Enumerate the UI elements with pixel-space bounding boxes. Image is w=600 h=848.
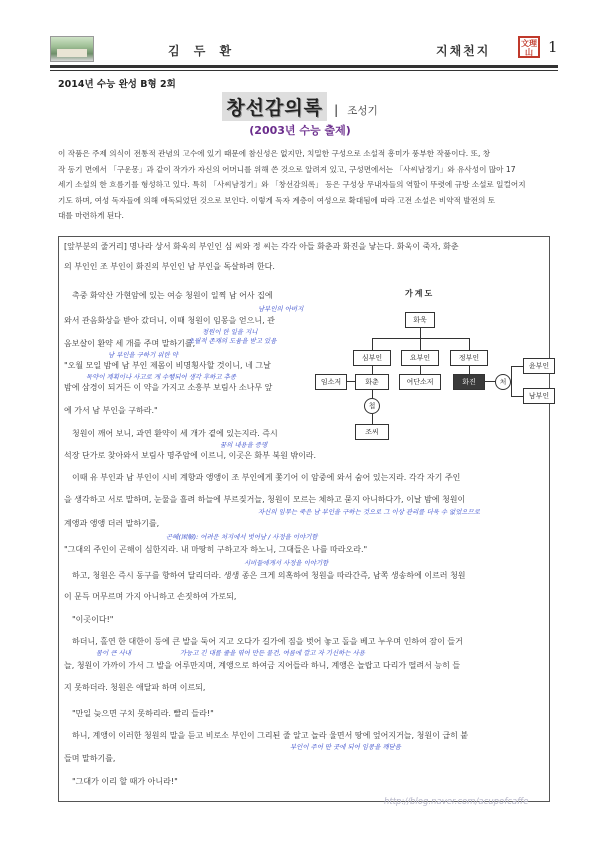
passage-line: 밤에 삼경이 되거든 이 약을 가지고 소흥부 보림사 소나무 앞 xyxy=(64,383,273,392)
passage-line: 에 가서 남 부인을 구하라." xyxy=(64,406,158,415)
passage-line: 들며 말하기를, xyxy=(64,754,116,763)
passage-line: 석장 단가로 찾아와서 보림사 명주암에 이르니, 이곳은 화부 북원 밖이라. xyxy=(64,451,317,460)
intro-line: 대를 마련하게 된다. xyxy=(58,211,124,221)
intro-line: 이 작품은 주제 의식이 전통적 관념의 고수에 있기 때문에 참신성은 없지만, 치밀한 구성으로 소설적 흥미가 풍부한 작품이다. 또, 창 xyxy=(58,149,491,158)
connector-line xyxy=(372,338,373,350)
page-number: 1 xyxy=(548,38,558,56)
concubine-mark: 첩 xyxy=(364,398,380,414)
connector-line xyxy=(420,328,421,338)
passage-line: 하더니, 홀연 한 대한이 등에 큰 발을 둑어 지고 오다가 길가에 짐을 벗어 놓고 돌을 베고 누우며 인하여 잠이 들거 xyxy=(72,637,463,646)
title-author: 조성기 xyxy=(347,105,378,117)
header-rule-thin xyxy=(50,70,558,71)
connector-line xyxy=(372,366,373,374)
connector-line xyxy=(511,366,512,396)
exam-label: 2014년 수능 완성 B형 2회 xyxy=(58,79,176,90)
header-rule xyxy=(50,65,558,68)
page-header xyxy=(50,36,558,64)
passage-line: 늘, 청원이 가까이 가서 그 발을 어루만지며, 계앵으로 하여금 지어들라 하니, 계앵은 놀랍고 다리가 떨려서 능히 들 xyxy=(64,661,461,670)
passage-line: 촉중 화악산 가현암에 있는 여승 청원이 일찍 남 어사 집에 xyxy=(72,291,273,300)
handwritten-note: 꿈의 내용을 증명 xyxy=(220,441,268,449)
genealogy-node-wife: 정부인 xyxy=(450,350,488,366)
intro-line: 세기 소설의 한 흐름기를 형성하고 있다. 특히 「사씨남정기」와 「창선감의록」 등은 구성상 무내자들의 역할이 뚜렷에 규방 소설로 일컬어지 xyxy=(58,180,526,190)
genealogy-node-wife: 요부인 xyxy=(401,350,439,366)
handwritten-note: 남 부인을 구하기 위한 약 xyxy=(108,351,178,359)
intro-line: 기도 하며, 여성 독자들에 의해 애독되었던 것으로 보인다. 이렇게 독자 계층이 여성으로 확대됨에 따라 고전 소설은 비약적 발전의 토 xyxy=(58,195,496,205)
intro-line: 작 동기 면에서 「구운몽」과 같이 작가가 자신의 어머니를 위해 쓴 것으로 알려져 있고, 구성면에서는 「사씨남정기」와 유사성이 많아 17 xyxy=(58,164,516,174)
genealogy-node-child: 화춘 xyxy=(355,374,389,390)
handwritten-note: 가능고 긴 대를 줄을 엮어 만든 물건, 여름에 깔고 자 기신하는 사용 xyxy=(180,649,365,657)
genealogy-title: 가계도 xyxy=(405,289,435,298)
connector-line xyxy=(420,338,421,350)
genealogy-node-child: 화진 xyxy=(453,374,485,390)
genealogy-node-child: 여단소저 xyxy=(399,374,441,390)
passage-line: "그대가 이리 할 때가 아니라!" xyxy=(72,777,178,786)
passage-line: 계앵과 앵앵 더러 말하기를, xyxy=(64,519,160,528)
passage-line: "이곳이다!" xyxy=(72,615,114,624)
passage-line: "오월 모일 밤에 남 부인 제몸이 비명횡사할 것이니, 네 그날 xyxy=(64,361,271,370)
handwritten-note: 청원이 한 일을 지니 xyxy=(202,328,258,336)
genealogy-diagram xyxy=(315,288,555,448)
passage-line: 와서 관음화상을 받아 갔더니, 이때 청원이 임몽을 얻으니, 관 xyxy=(64,316,275,325)
connector-line xyxy=(511,396,523,397)
handwritten-note: 남부인의 아버지 xyxy=(258,305,304,313)
passage-line: 의 부인인 조 부인이 화진의 부인인 남 부인을 독살하려 한다. xyxy=(64,262,275,271)
connector-line xyxy=(372,390,373,398)
handwritten-note: 자신의 임무는 죽은 남 부인을 구하는 것으로 그 이상 관리를 더욱 수 없었으므로 xyxy=(258,508,480,516)
genealogy-node-root: 화욱 xyxy=(405,312,435,328)
genealogy-node-wife: 심부인 xyxy=(353,350,391,366)
handwritten-note: 곤해(困解): 어려운 처지에서 벗어남 / 사정을 이야기함 xyxy=(166,533,318,541)
title-separator: | xyxy=(334,103,339,117)
passage-line: 하고, 청원은 즉시 동구를 향하여 달리더라. 생생 종은 크게 의혹하여 청원을 따라간즉, 남쪽 생송하에 이르러 청원 xyxy=(72,571,466,580)
brand-name: 지채천지 xyxy=(436,44,491,58)
genealogy-node-inlaw: 윤부인 xyxy=(523,358,555,374)
genealogy-node-inlaw: 임소저 xyxy=(315,374,347,390)
wife-mark: 처 xyxy=(495,374,511,390)
handwritten-note: 초월적 존재의 도움을 받고 있음 xyxy=(188,337,277,345)
handwritten-note: 시비들에게서 사정을 이야기함 xyxy=(244,559,329,567)
page-title: 창선감의록 xyxy=(222,92,327,121)
passage-line: [앞부분의 줄거리] 명나라 상서 화욱의 부인인 심 씨와 정 씨는 각각 아들 화춘과 화진을 낳는다. 화욱이 죽자, 화춘 xyxy=(64,242,459,251)
passage-line: 이 문득 머무르며 가지 아니하고 손짓하여 가로되, xyxy=(64,592,237,601)
author-name: 김 두 환 xyxy=(168,44,237,58)
passage-line: "만일 늦으면 구치 못하리라. 빨리 들라!" xyxy=(72,709,214,718)
genealogy-node-concubine: 조씨 xyxy=(355,424,389,440)
subtitle: (2003년 수능 출제) xyxy=(249,124,351,137)
title-block xyxy=(0,92,600,121)
intro-paragraph xyxy=(58,146,550,224)
connector-line xyxy=(469,338,470,350)
passage-line: "그대의 주인이 곤해이 심한지라. 내 마땅히 구하고자 하노니, 그대들은 나를 따라오라." xyxy=(64,545,368,554)
connector-line xyxy=(511,366,523,367)
connector-line xyxy=(469,366,470,374)
passage-line: 지 못하더라. 청원은 애달파 하며 이르되, xyxy=(64,683,206,692)
blog-watermark: http://blog.naver.com/acupofcaffe xyxy=(384,797,529,807)
seal-stamp: 文理山 xyxy=(518,36,540,58)
header-photo xyxy=(50,36,94,62)
passage-line: 청원이 깨어 보니, 과연 환약이 세 개가 곁에 있는지라. 즉시 xyxy=(72,429,278,438)
passage-line: 음보살이 환약 세 개를 주며 말하기를, xyxy=(64,339,196,348)
handwritten-note: 부인이 주어 딴 곳에 되어 임몽을 깨닫음 xyxy=(290,743,401,751)
handwritten-note: 독약이 계획이나 사고로 게 수행되어 생각 후하고 추종 xyxy=(86,373,237,381)
connector-line xyxy=(420,366,421,374)
genealogy-node-inlaw: 남부인 xyxy=(523,388,555,404)
connector-line xyxy=(372,414,373,424)
passage-line: 하니, 계앵이 이러한 청원의 말을 듣고 비로소 부인이 그리된 줄 알고 놀라 울면서 땅에 엎어지거늘, 청원이 급히 붙 xyxy=(72,731,469,740)
passage-line: 이때 유 부인과 남 부인이 시비 계향과 앵앵이 조 부인에게 쫓기어 이 암중에 와서 숨어 있는지라. 각각 자기 주인 xyxy=(72,473,461,482)
passage-line: 을 생각하고 서로 말하며, 눈물을 흘려 하늘에 부르짖거늘, 청원이 모르는 체하고 묻지 아니하다가, 이날 밤에 청원이 xyxy=(64,495,466,504)
handwritten-note: 몸이 큰 사내 xyxy=(96,649,131,657)
